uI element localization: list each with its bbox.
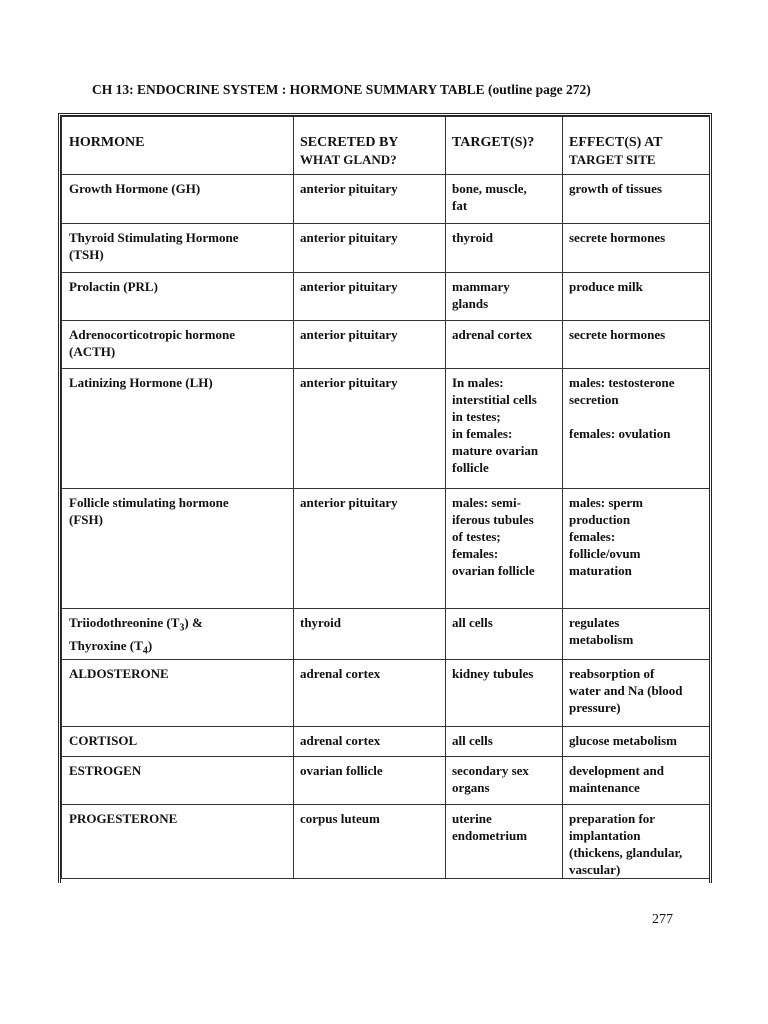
- cell-text-line: adrenal cortex: [300, 666, 381, 682]
- cell-text-line: reabsorption of: [569, 666, 655, 682]
- header-secreted-by-line2: WHAT GLAND?: [300, 152, 397, 167]
- cell-target: [446, 321, 563, 369]
- cell-text-line: Follicle stimulating hormone: [69, 495, 229, 510]
- cell-gland: [294, 805, 446, 879]
- cell-text-line: fat: [452, 198, 468, 213]
- table-row: [62, 805, 710, 879]
- cell-target: [446, 757, 563, 805]
- cell-text: ) &: [184, 615, 203, 630]
- cell-text-line: secrete hormones: [569, 230, 666, 245]
- cell-text: 4: [142, 645, 148, 657]
- header-targets-label: TARGET(S)?: [452, 135, 535, 150]
- cell-target: [446, 727, 563, 757]
- table-row: [62, 489, 710, 609]
- header-effects-line2: TARGET SITE: [569, 152, 656, 167]
- cell-text-line: Growth Hormone (GH): [69, 181, 201, 196]
- cell-text-line: mature ovarian: [452, 443, 539, 458]
- page-number: 277: [652, 912, 673, 927]
- table-row: [62, 757, 710, 805]
- cell-target: [446, 489, 563, 609]
- cell-text-line: implantation: [569, 828, 641, 844]
- cell-text-line: anterior pituitary: [300, 181, 398, 196]
- cell-text-line: adrenal cortex: [452, 327, 533, 342]
- cell-text: Thyroxine (T: [69, 637, 143, 653]
- cell-effect: [563, 727, 710, 757]
- cell-text: 3: [179, 622, 185, 634]
- cell-text-line: preparation for: [569, 811, 656, 827]
- cell-effect: [563, 369, 710, 489]
- cell-text-line: corpus luteum: [300, 811, 380, 827]
- cell-text-line: Latinizing Hormone (LH): [69, 375, 213, 390]
- cell-hormone: [62, 805, 294, 879]
- cell-text-line: anterior pituitary: [300, 279, 398, 294]
- cell-text-line: organs: [452, 780, 490, 796]
- table-header-row: [62, 117, 710, 175]
- cell-target: [446, 660, 563, 727]
- cell-text-line: thyroid: [300, 615, 341, 630]
- table-row: [62, 175, 710, 224]
- cell-target: [446, 805, 563, 879]
- table-row: [62, 321, 710, 369]
- cell-effect: [563, 489, 710, 609]
- cell-text-line: males: testosterone: [569, 375, 675, 390]
- table-row: [62, 660, 710, 727]
- cell-text-line: secretion: [569, 392, 619, 407]
- cell-text-line: adrenal cortex: [300, 733, 381, 749]
- cell-text-line: (FSH): [69, 512, 103, 527]
- cell-text-line: anterior pituitary: [300, 327, 398, 342]
- cell-text-line: follicle: [452, 460, 489, 475]
- header-hormone-label: HORMONE: [69, 135, 145, 150]
- table-row: [62, 369, 710, 489]
- cell-text-line: mammary: [452, 279, 510, 294]
- cell-text-line: iferous tubules: [452, 512, 534, 527]
- cell-gland: [294, 727, 446, 757]
- cell-effect: [563, 757, 710, 805]
- cell-text-line: Prolactin (PRL): [69, 279, 158, 294]
- cell-text-line: maturation: [569, 563, 632, 578]
- table-row: [62, 727, 710, 757]
- cell-text-line: males: sperm: [569, 495, 644, 510]
- table-row: [62, 609, 710, 660]
- cell-text-line: interstitial cells: [452, 392, 537, 407]
- header-targets: [446, 117, 563, 175]
- cell-text-line: follicle/ovum: [569, 546, 641, 561]
- header-effects: [563, 117, 710, 175]
- cell-effect: [563, 609, 710, 660]
- cell-text: ): [147, 637, 153, 653]
- cell-text-line: In males:: [452, 375, 504, 390]
- cell-text-line: ALDOSTERONE: [69, 666, 169, 682]
- cell-text-line: vascular): [569, 862, 621, 878]
- cell-text-line: maintenance: [569, 780, 640, 796]
- cell-target: [446, 224, 563, 273]
- hormone-summary-table: [61, 116, 710, 879]
- hormone-table-frame: [58, 113, 712, 883]
- cell-gland: [294, 175, 446, 224]
- header-secreted-by: [294, 117, 446, 175]
- cell-text-line: CORTISOL: [69, 733, 138, 749]
- cell-effect: [563, 224, 710, 273]
- header-effects-line1: EFFECT(S) AT: [569, 135, 663, 150]
- header-secreted-by-line1: SECRETED BY: [300, 135, 399, 150]
- cell-text-line: in testes;: [452, 409, 501, 424]
- cell-text-line: pressure): [569, 700, 621, 716]
- cell-text-line: ovarian follicle: [300, 763, 383, 779]
- cell-text-line: Thyroid Stimulating Hormone: [69, 230, 239, 245]
- cell-effect: [563, 321, 710, 369]
- cell-hormone: [62, 369, 294, 489]
- cell-text-line: thyroid: [452, 230, 493, 245]
- cell-text-line: anterior pituitary: [300, 495, 398, 510]
- cell-text-line: endometrium: [452, 828, 528, 844]
- cell-gland: [294, 660, 446, 727]
- cell-text-line: anterior pituitary: [300, 375, 398, 390]
- cell-effect: [563, 175, 710, 224]
- cell-gland: [294, 273, 446, 321]
- cell-effect: [563, 660, 710, 727]
- cell-gland: [294, 224, 446, 273]
- cell-hormone: [62, 727, 294, 757]
- cell-text-line: regulates: [569, 615, 620, 630]
- cell-target: [446, 175, 563, 224]
- table-row: [62, 224, 710, 273]
- cell-target: [446, 609, 563, 660]
- cell-text-line: development and: [569, 763, 664, 779]
- cell-text-line: kidney tubules: [452, 666, 534, 682]
- cell-hormone: [62, 609, 294, 660]
- page-title: CH 13: ENDOCRINE SYSTEM : HORMONE SUMMARY TABLE (outline page 272): [92, 82, 591, 97]
- cell-effect: [563, 273, 710, 321]
- cell-gland: [294, 369, 446, 489]
- cell-text-line: in females:: [452, 426, 513, 441]
- cell-text-line: (TSH): [69, 247, 104, 262]
- cell-text-line: growth of tissues: [569, 181, 662, 196]
- cell-target: [446, 273, 563, 321]
- cell-gland: [294, 609, 446, 660]
- cell-text-line: production: [569, 512, 631, 527]
- table-body: [62, 117, 710, 879]
- cell-hormone: [62, 660, 294, 727]
- cell-hormone: [62, 489, 294, 609]
- cell-text-line: glands: [452, 296, 489, 311]
- header-hormone: [62, 117, 294, 175]
- cell-text-line: metabolism: [569, 632, 634, 647]
- cell-text-line: ovarian follicle: [452, 563, 535, 578]
- cell-text-line: produce milk: [569, 279, 643, 294]
- cell-text-line: anterior pituitary: [300, 230, 398, 245]
- cell-gland: [294, 757, 446, 805]
- cell-hormone: [62, 224, 294, 273]
- cell-text: Triiodothreonine (T: [69, 615, 180, 630]
- cell-hormone: [62, 175, 294, 224]
- cell-text-line: glucose metabolism: [569, 733, 677, 749]
- cell-text-line: secondary sex: [452, 763, 529, 779]
- cell-gland: [294, 321, 446, 369]
- cell-hormone: [62, 321, 294, 369]
- cell-text-line: secrete hormones: [569, 327, 666, 342]
- cell-text-line: females:: [452, 546, 499, 561]
- cell-text-line: uterine: [452, 811, 492, 827]
- cell-text-line: water and Na (blood: [569, 683, 683, 699]
- cell-hormone: [62, 273, 294, 321]
- cell-text-line: of testes;: [452, 529, 501, 544]
- cell-effect: [563, 805, 710, 879]
- cell-text-line: PROGESTERONE: [69, 811, 178, 827]
- cell-target: [446, 369, 563, 489]
- cell-text-line: (thickens, glandular,: [569, 845, 683, 861]
- cell-text-line: bone, muscle,: [452, 181, 527, 196]
- cell-hormone: [62, 757, 294, 805]
- cell-text-line: males: semi-: [452, 495, 521, 510]
- table-row: [62, 273, 710, 321]
- cell-text-line: females:: [569, 529, 616, 544]
- cell-text-line: all cells: [452, 615, 493, 630]
- cell-text-line: females: ovulation: [569, 426, 671, 441]
- cell-text-line: ESTROGEN: [69, 763, 142, 779]
- cell-text-line: all cells: [452, 733, 493, 749]
- cell-gland: [294, 489, 446, 609]
- cell-text-line: Adrenocorticotropic hormone: [69, 327, 235, 342]
- cell-text-line: (ACTH): [69, 344, 116, 359]
